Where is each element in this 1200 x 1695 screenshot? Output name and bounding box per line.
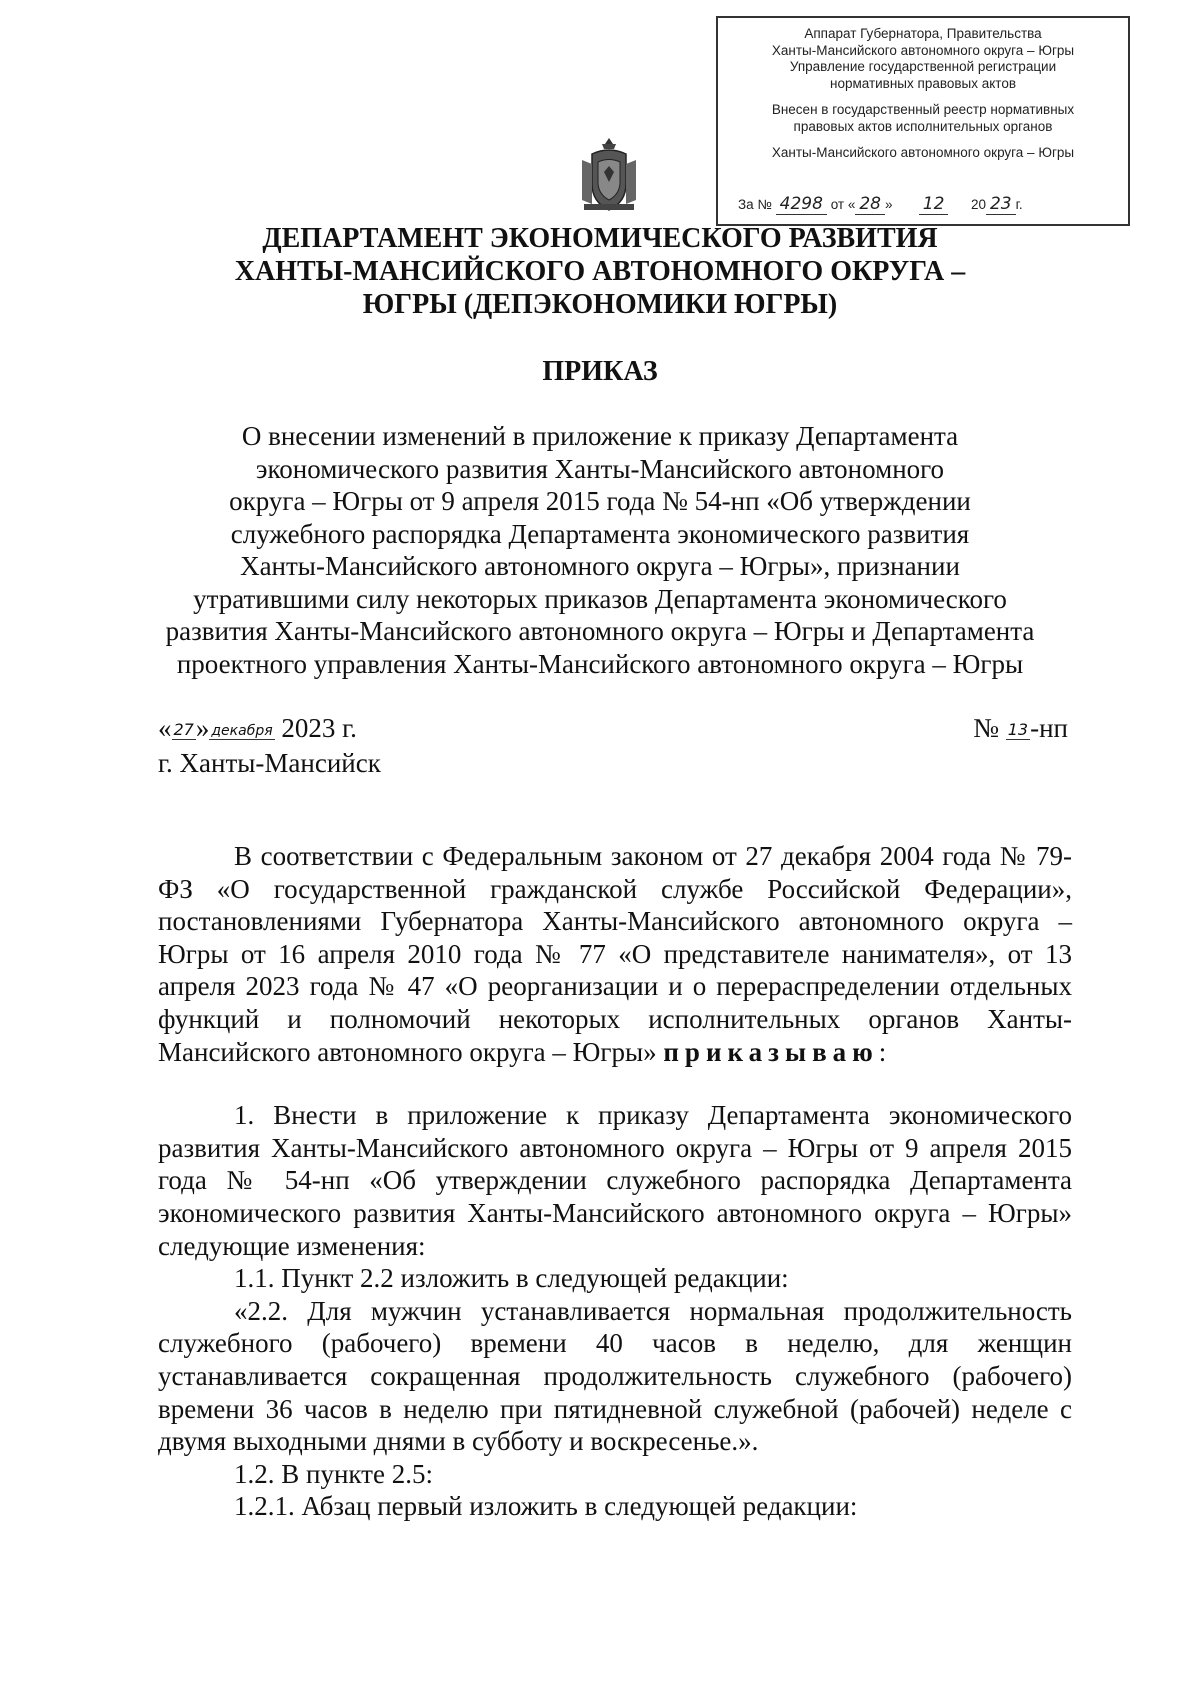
stamp-registration-line (738, 196, 1120, 214)
coat-of-arms-icon (578, 136, 640, 216)
stamp-line: Ханты-Мансийского автономного округа – Югры (771, 145, 1075, 160)
document-subject (140, 420, 1060, 680)
paragraph-1-1: 1.1. Пункт 2.2 изложить в следующей редакции: (234, 1263, 789, 1294)
stamp-line: нормативных правовых актов (829, 75, 1017, 91)
department-header (160, 222, 1040, 321)
stamp-spacer (726, 92, 1120, 102)
header-line: ЮГРЫ (ДЕПЭКОНОМИКИ ЮГРЫ) (362, 289, 838, 320)
subject-line: экономического развития Ханты-Мансийского автономного (255, 453, 945, 484)
stamp-reg-from: от « (830, 197, 856, 212)
stamp-reg-day: 28 (855, 194, 885, 215)
stamp-reg-month: 12 (919, 194, 949, 215)
order-colon: : (878, 1036, 887, 1067)
date-close: » (195, 713, 210, 743)
document-body (158, 840, 1072, 1523)
paragraph-2-2-quote: «2.2. Для мужчин устанавливается нормальная продолжительность служебного (рабочего) времени 40 часов в неделю, для женщин устанавливается сокращенная продолжительность служебного (рабочего) времени 36 часов в неделю при пятидневной служебной (рабочей) неделе с двумя выходными днями в субботу и воскресенье.». (158, 1295, 1072, 1457)
date-number-row (158, 712, 1068, 747)
subject-line: служебного распорядка Департамента экономического развития (230, 518, 970, 549)
subject-line: проектного управления Ханты-Мансийского автономного округа – Югры (176, 648, 1024, 679)
subject-line: О внесении изменений в приложение к приказу Департамента (241, 421, 959, 451)
stamp-line: Ханты-Мансийского автономного округа – Югры (771, 42, 1075, 58)
stamp-spacer (726, 135, 1120, 145)
date-month: декабря (211, 723, 273, 739)
document-date (158, 712, 357, 747)
number-value: 13 (1007, 720, 1029, 739)
stamp-reg-year: 23 (986, 194, 1016, 215)
stamp-reg-prefix: За № (738, 197, 772, 212)
preamble-text: В соответствии с Федеральным законом от 27 декабря 2004 года № 79-ФЗ «О государственной гражданской службе Российской Федерации», постановлениями Губернатора Ханты-Мансийского автономного округа – Югры от 16 апреля 2010 года № 77 «О представителе нанимателя», от 13 апреля 2023 года № 47 «О реорганизации и о перераспределении отдельных функций и полномочий некоторых исполнительных органов Ханты-Мансийского автономного округа – Югры» (158, 841, 1072, 1067)
document-title: ПРИКАЗ (542, 356, 658, 387)
stamp-line: правовых актов исполнительных органов (793, 118, 1053, 134)
stamp-reg-number: 4298 (776, 194, 827, 215)
stamp-reg-year-prefix: 20 (970, 197, 986, 212)
stamp-reg-suffix: г. (1015, 197, 1023, 212)
stamp-reg-close: » (885, 197, 893, 212)
document-meta (158, 712, 1068, 779)
date-open: « (158, 713, 172, 743)
registration-stamp (716, 16, 1130, 226)
subject-line: Ханты-Мансийского автономного округа – Югры», признании (240, 551, 960, 581)
subject-line: утратившими силу некоторых приказов Департамента экономического (193, 583, 1007, 614)
document-city: г. Ханты-Мансийск (158, 748, 381, 778)
subject-line: округа – Югры от 9 апреля 2015 года № 54-нп «Об утверждении (229, 486, 971, 516)
date-day: 27 (173, 720, 194, 739)
paragraph-1-2-1: 1.2.1. Абзац первый изложить в следующей редакции: (234, 1491, 858, 1522)
stamp-line: Управление государственной регистрации (789, 59, 1057, 74)
paragraph-1-2: 1.2. В пункте 2.5: (234, 1458, 433, 1489)
header-line: ДЕПАРТАМЕНТ ЭКОНОМИЧЕСКОГО РАЗВИТИЯ (262, 223, 938, 254)
subject-line: развития Ханты-Мансийского автономного округа – Югры и Департамента (165, 616, 1035, 646)
number-suffix: -нп (1030, 713, 1068, 743)
paragraph-1: 1. Внести в приложение к приказу Департамента экономического развития Ханты-Мансийского автономного округа – Югры от 9 апреля 2015 года № 54-нп «Об утверждении служебного распорядка Департамента экономического развития Ханты-Мансийского автономного округа – Югры» следующие изменения: (158, 1100, 1072, 1261)
order-word: приказываю (663, 1036, 879, 1067)
stamp-line: Аппарат Губернатора, Правительства (804, 26, 1042, 41)
stamp-line: Внесен в государственный реестр нормативных (771, 102, 1075, 117)
date-year: 2023 г. (281, 713, 357, 743)
document-number (973, 712, 1068, 747)
number-prefix: № (973, 713, 999, 743)
preamble-paragraph (158, 840, 1072, 1068)
header-line: ХАНТЫ-МАНСИЙСКОГО АВТОНОМНОГО ОКРУГА – (234, 256, 966, 287)
